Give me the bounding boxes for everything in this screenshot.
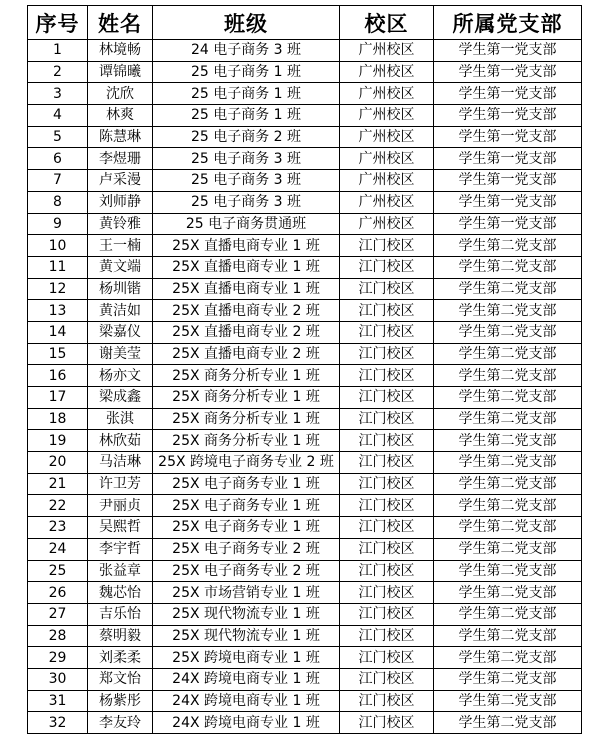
cell-serial-number: 13 [28, 300, 88, 322]
cell-party-branch: 学生第二党支部 [434, 538, 582, 560]
cell-campus: 江门校区 [340, 647, 434, 669]
cell-serial-number: 3 [28, 83, 88, 105]
header-campus: 校区 [340, 6, 434, 40]
cell-serial-number: 27 [28, 603, 88, 625]
cell-campus: 广州校区 [340, 148, 434, 170]
cell-serial-number: 2 [28, 61, 88, 83]
cell-party-branch: 学生第一党支部 [434, 170, 582, 192]
cell-name: 沈欣 [88, 83, 153, 105]
cell-class: 25X 电子商务专业 2 班 [153, 560, 340, 582]
cell-serial-number: 1 [28, 40, 88, 62]
cell-party-branch: 学生第二党支部 [434, 430, 582, 452]
table-row [28, 603, 582, 625]
cell-serial-number: 15 [28, 343, 88, 365]
cell-party-branch: 学生第二党支部 [434, 452, 582, 474]
cell-campus: 广州校区 [340, 126, 434, 148]
cell-campus: 江门校区 [340, 408, 434, 430]
cell-name: 黄铃雅 [88, 213, 153, 235]
cell-serial-number: 20 [28, 452, 88, 474]
table-row [28, 668, 582, 690]
table-row [28, 40, 582, 62]
table-header [28, 6, 582, 40]
cell-party-branch: 学生第一党支部 [434, 126, 582, 148]
cell-party-branch: 学生第二党支部 [434, 690, 582, 712]
cell-class: 25X 商务分析专业 1 班 [153, 387, 340, 409]
cell-class: 25X 电子商务专业 2 班 [153, 538, 340, 560]
cell-party-branch: 学生第一党支部 [434, 61, 582, 83]
cell-serial-number: 7 [28, 170, 88, 192]
header-row [28, 6, 582, 40]
cell-name: 张益章 [88, 560, 153, 582]
cell-party-branch: 学生第一党支部 [434, 83, 582, 105]
cell-serial-number: 23 [28, 517, 88, 539]
table-row [28, 538, 582, 560]
header-class: 班级 [153, 6, 340, 40]
cell-party-branch: 学生第二党支部 [434, 300, 582, 322]
cell-class: 25 电子商务 3 班 [153, 191, 340, 213]
cell-serial-number: 9 [28, 213, 88, 235]
cell-serial-number: 22 [28, 495, 88, 517]
cell-party-branch: 学生第一党支部 [434, 191, 582, 213]
cell-name: 尹丽贞 [88, 495, 153, 517]
cell-serial-number: 8 [28, 191, 88, 213]
cell-name: 梁嘉仪 [88, 321, 153, 343]
cell-serial-number: 30 [28, 668, 88, 690]
table-row [28, 343, 582, 365]
cell-campus: 广州校区 [340, 170, 434, 192]
cell-campus: 广州校区 [340, 40, 434, 62]
cell-name: 张淇 [88, 408, 153, 430]
cell-class: 25X 现代物流专业 1 班 [153, 603, 340, 625]
cell-campus: 江门校区 [340, 603, 434, 625]
table-row [28, 625, 582, 647]
cell-serial-number: 28 [28, 625, 88, 647]
cell-campus: 江门校区 [340, 582, 434, 604]
cell-name: 刘柔柔 [88, 647, 153, 669]
cell-class: 25 电子商务贯通班 [153, 213, 340, 235]
table-row [28, 105, 582, 127]
header-serial-number: 序号 [28, 6, 88, 40]
cell-serial-number: 31 [28, 690, 88, 712]
table-row [28, 517, 582, 539]
cell-name: 谭锦曦 [88, 61, 153, 83]
table-row [28, 83, 582, 105]
table-row [28, 170, 582, 192]
cell-campus: 江门校区 [340, 256, 434, 278]
header-party-branch: 所属党支部 [434, 6, 582, 40]
cell-party-branch: 学生第二党支部 [434, 473, 582, 495]
cell-class: 25X 直播电商专业 1 班 [153, 278, 340, 300]
table-row [28, 61, 582, 83]
cell-class: 25X 直播电商专业 1 班 [153, 256, 340, 278]
cell-name: 许卫芳 [88, 473, 153, 495]
cell-serial-number: 10 [28, 235, 88, 257]
cell-party-branch: 学生第二党支部 [434, 647, 582, 669]
roster-sheet [27, 5, 582, 734]
cell-class: 25X 市场营销专业 1 班 [153, 582, 340, 604]
cell-campus: 江门校区 [340, 235, 434, 257]
cell-campus: 江门校区 [340, 560, 434, 582]
cell-serial-number: 26 [28, 582, 88, 604]
cell-party-branch: 学生第二党支部 [434, 235, 582, 257]
cell-campus: 广州校区 [340, 105, 434, 127]
cell-class: 25X 电子商务专业 1 班 [153, 517, 340, 539]
table-row [28, 387, 582, 409]
cell-serial-number: 4 [28, 105, 88, 127]
cell-class: 25X 跨境电子商务专业 2 班 [153, 452, 340, 474]
cell-class: 25 电子商务 1 班 [153, 61, 340, 83]
cell-name: 谢美莹 [88, 343, 153, 365]
cell-name: 林欣茹 [88, 430, 153, 452]
cell-class: 25X 现代物流专业 1 班 [153, 625, 340, 647]
table-row [28, 408, 582, 430]
cell-campus: 江门校区 [340, 321, 434, 343]
table-row [28, 365, 582, 387]
cell-serial-number: 29 [28, 647, 88, 669]
cell-class: 24X 跨境电商专业 1 班 [153, 712, 340, 734]
cell-class: 25X 商务分析专业 1 班 [153, 365, 340, 387]
cell-name: 李煜珊 [88, 148, 153, 170]
cell-class: 25X 跨境电商专业 1 班 [153, 647, 340, 669]
table-row [28, 321, 582, 343]
cell-name: 李友玲 [88, 712, 153, 734]
header-name: 姓名 [88, 6, 153, 40]
cell-party-branch: 学生第二党支部 [434, 668, 582, 690]
table-row [28, 560, 582, 582]
cell-serial-number: 17 [28, 387, 88, 409]
cell-party-branch: 学生第二党支部 [434, 321, 582, 343]
cell-serial-number: 18 [28, 408, 88, 430]
cell-class: 25X 直播电商专业 1 班 [153, 235, 340, 257]
cell-class: 24X 跨境电商专业 1 班 [153, 668, 340, 690]
table-row [28, 126, 582, 148]
table-row [28, 495, 582, 517]
cell-name: 魏芯怡 [88, 582, 153, 604]
table-row [28, 148, 582, 170]
cell-class: 25 电子商务 1 班 [153, 83, 340, 105]
cell-campus: 江门校区 [340, 473, 434, 495]
cell-name: 卢采漫 [88, 170, 153, 192]
cell-campus: 江门校区 [340, 495, 434, 517]
cell-class: 25X 电子商务专业 1 班 [153, 495, 340, 517]
cell-name: 吴熙哲 [88, 517, 153, 539]
cell-serial-number: 11 [28, 256, 88, 278]
cell-campus: 广州校区 [340, 61, 434, 83]
cell-party-branch: 学生第二党支部 [434, 495, 582, 517]
cell-party-branch: 学生第一党支部 [434, 40, 582, 62]
table-row [28, 235, 582, 257]
cell-name: 吉乐怡 [88, 603, 153, 625]
cell-party-branch: 学生第二党支部 [434, 256, 582, 278]
cell-campus: 江门校区 [340, 625, 434, 647]
cell-serial-number: 16 [28, 365, 88, 387]
cell-name: 梁成鑫 [88, 387, 153, 409]
table-row [28, 473, 582, 495]
cell-serial-number: 5 [28, 126, 88, 148]
table-row [28, 452, 582, 474]
cell-name: 陈慧琳 [88, 126, 153, 148]
cell-name: 杨圳锴 [88, 278, 153, 300]
cell-class: 24X 跨境电商专业 1 班 [153, 690, 340, 712]
cell-campus: 江门校区 [340, 387, 434, 409]
cell-campus: 江门校区 [340, 690, 434, 712]
cell-class: 25X 直播电商专业 2 班 [153, 300, 340, 322]
table-row [28, 647, 582, 669]
cell-serial-number: 12 [28, 278, 88, 300]
cell-campus: 江门校区 [340, 300, 434, 322]
cell-name: 林境畅 [88, 40, 153, 62]
cell-name: 黄洁如 [88, 300, 153, 322]
cell-campus: 江门校区 [340, 343, 434, 365]
cell-campus: 江门校区 [340, 712, 434, 734]
cell-name: 刘师静 [88, 191, 153, 213]
table-row [28, 213, 582, 235]
cell-serial-number: 19 [28, 430, 88, 452]
cell-serial-number: 21 [28, 473, 88, 495]
table-row [28, 191, 582, 213]
cell-party-branch: 学生第二党支部 [434, 712, 582, 734]
cell-party-branch: 学生第一党支部 [434, 213, 582, 235]
table-row [28, 430, 582, 452]
cell-serial-number: 14 [28, 321, 88, 343]
cell-party-branch: 学生第二党支部 [434, 625, 582, 647]
cell-campus: 江门校区 [340, 430, 434, 452]
cell-campus: 江门校区 [340, 668, 434, 690]
cell-class: 25X 电子商务专业 1 班 [153, 473, 340, 495]
table-row [28, 582, 582, 604]
cell-class: 24 电子商务 3 班 [153, 40, 340, 62]
cell-name: 林爽 [88, 105, 153, 127]
table-row [28, 278, 582, 300]
table-body [28, 40, 582, 734]
cell-campus: 广州校区 [340, 213, 434, 235]
cell-class: 25 电子商务 3 班 [153, 148, 340, 170]
cell-campus: 江门校区 [340, 517, 434, 539]
cell-name: 杨亦文 [88, 365, 153, 387]
cell-class: 25X 直播电商专业 2 班 [153, 343, 340, 365]
cell-name: 郑文怡 [88, 668, 153, 690]
cell-party-branch: 学生第二党支部 [434, 278, 582, 300]
cell-serial-number: 25 [28, 560, 88, 582]
cell-party-branch: 学生第二党支部 [434, 517, 582, 539]
table-row [28, 712, 582, 734]
cell-campus: 江门校区 [340, 538, 434, 560]
cell-name: 王一楠 [88, 235, 153, 257]
cell-class: 25 电子商务 3 班 [153, 170, 340, 192]
student-roster-table [27, 5, 582, 734]
cell-class: 25X 商务分析专业 1 班 [153, 408, 340, 430]
table-row [28, 300, 582, 322]
table-row [28, 256, 582, 278]
cell-class: 25X 商务分析专业 1 班 [153, 430, 340, 452]
cell-party-branch: 学生第一党支部 [434, 148, 582, 170]
cell-serial-number: 24 [28, 538, 88, 560]
cell-campus: 广州校区 [340, 191, 434, 213]
cell-name: 马洁琳 [88, 452, 153, 474]
table-row [28, 690, 582, 712]
cell-campus: 江门校区 [340, 278, 434, 300]
cell-party-branch: 学生第二党支部 [434, 582, 582, 604]
cell-class: 25X 直播电商专业 2 班 [153, 321, 340, 343]
cell-campus: 广州校区 [340, 83, 434, 105]
cell-party-branch: 学生第二党支部 [434, 560, 582, 582]
cell-serial-number: 32 [28, 712, 88, 734]
cell-name: 蔡明毅 [88, 625, 153, 647]
cell-name: 杨紫彤 [88, 690, 153, 712]
cell-party-branch: 学生第二党支部 [434, 343, 582, 365]
cell-name: 黄文端 [88, 256, 153, 278]
cell-name: 李宇哲 [88, 538, 153, 560]
cell-party-branch: 学生第二党支部 [434, 365, 582, 387]
cell-class: 25 电子商务 1 班 [153, 105, 340, 127]
cell-party-branch: 学生第二党支部 [434, 603, 582, 625]
cell-party-branch: 学生第二党支部 [434, 387, 582, 409]
cell-campus: 江门校区 [340, 365, 434, 387]
cell-class: 25 电子商务 2 班 [153, 126, 340, 148]
cell-party-branch: 学生第一党支部 [434, 105, 582, 127]
cell-party-branch: 学生第二党支部 [434, 408, 582, 430]
cell-campus: 江门校区 [340, 452, 434, 474]
cell-serial-number: 6 [28, 148, 88, 170]
